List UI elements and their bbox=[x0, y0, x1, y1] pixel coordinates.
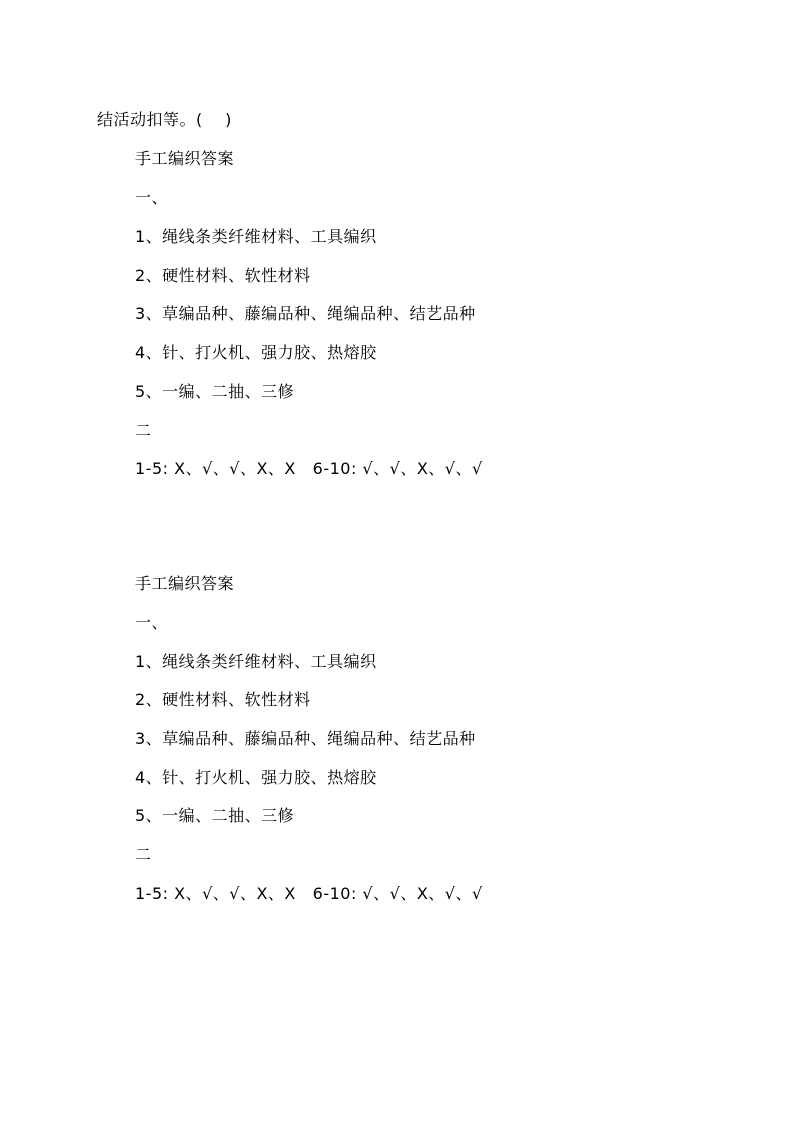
part-one-heading: 一、 bbox=[135, 188, 169, 207]
answer-item: 5、一编、二抽、三修 bbox=[135, 806, 295, 825]
answer-item: 2、硬性材料、软性材料 bbox=[135, 690, 311, 709]
answer-item: 1、绳线条类纤维材料、工具编织 bbox=[135, 227, 377, 246]
true-false-answers: 1-5: X、√、√、X、X 6-10: √、√、X、√、√ bbox=[135, 884, 483, 903]
answer-item: 3、草编品种、藤编品种、绳编品种、结艺品种 bbox=[135, 304, 476, 323]
part-one-heading: 一、 bbox=[135, 613, 169, 632]
true-false-answers: 1-5: X、√、√、X、X 6-10: √、√、X、√、√ bbox=[135, 459, 483, 478]
part-two-heading: 二 bbox=[135, 421, 152, 440]
answer-item: 3、草编品种、藤编品种、绳编品种、结艺品种 bbox=[135, 729, 476, 748]
lead-line: 结活动扣等。( ) bbox=[97, 110, 232, 129]
answer-item: 1、绳线条类纤维材料、工具编织 bbox=[135, 652, 377, 671]
answer-item: 5、一编、二抽、三修 bbox=[135, 382, 295, 401]
answer-item: 4、针、打火机、强力胶、热熔胶 bbox=[135, 343, 377, 362]
part-two-heading: 二 bbox=[135, 845, 152, 864]
section-title: 手工编织答案 bbox=[135, 149, 235, 168]
section-title: 手工编织答案 bbox=[135, 574, 235, 593]
answer-item: 4、针、打火机、强力胶、热熔胶 bbox=[135, 768, 377, 787]
answer-item: 2、硬性材料、软性材料 bbox=[135, 266, 311, 285]
